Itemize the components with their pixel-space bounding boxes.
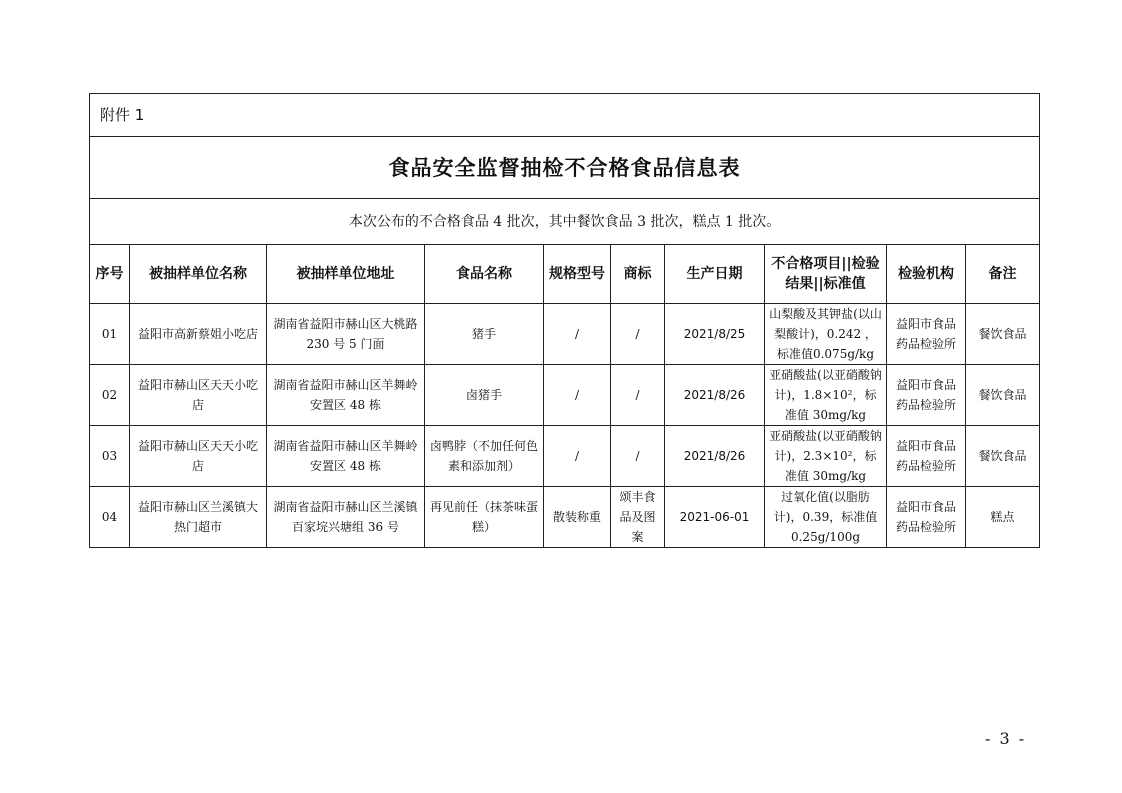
cell-prod-date: 2021/8/26 <box>665 426 765 487</box>
header-unit-address: 被抽样单位地址 <box>267 245 425 304</box>
attachment-label: 附件 1 <box>90 94 1040 137</box>
cell-agency: 益阳市食品药品检验所 <box>887 304 966 365</box>
cell-remark: 餐饮食品 <box>966 426 1040 487</box>
cell-brand: / <box>611 365 665 426</box>
cell-unit-name: 益阳市赫山区天天小吃店 <box>130 426 267 487</box>
cell-prod-date: 2021-06-01 <box>665 487 765 548</box>
cell-seq: 01 <box>90 304 130 365</box>
cell-unit-name: 益阳市赫山区兰溪镇大热门超市 <box>130 487 267 548</box>
cell-unit-address: 湖南省益阳市赫山区兰溪镇百家垸兴塘组 36 号 <box>267 487 425 548</box>
cell-agency: 益阳市食品药品检验所 <box>887 365 966 426</box>
table-row <box>90 365 1040 426</box>
page-number: - 3 - <box>985 729 1027 748</box>
cell-food-name: 卤猪手 <box>425 365 544 426</box>
cell-seq: 02 <box>90 365 130 426</box>
cell-unit-name: 益阳市赫山区天天小吃店 <box>130 365 267 426</box>
cell-unit-name: 益阳市高新蔡姐小吃店 <box>130 304 267 365</box>
cell-remark: 餐饮食品 <box>966 365 1040 426</box>
cell-spec: / <box>544 304 611 365</box>
cell-brand: 颂丰食品及图案 <box>611 487 665 548</box>
cell-brand: / <box>611 426 665 487</box>
header-prod-date: 生产日期 <box>665 245 765 304</box>
header-unit-name: 被抽样单位名称 <box>130 245 267 304</box>
cell-brand: / <box>611 304 665 365</box>
cell-seq: 03 <box>90 426 130 487</box>
cell-failed-item: 过氧化值(以脂肪计)，0.39，标准值0.25g/100g <box>765 487 887 548</box>
cell-food-name: 猪手 <box>425 304 544 365</box>
cell-spec: / <box>544 365 611 426</box>
header-agency: 检验机构 <box>887 245 966 304</box>
cell-unit-address: 湖南省益阳市赫山区羊舞岭安置区 48 栋 <box>267 426 425 487</box>
cell-spec: / <box>544 426 611 487</box>
header-spec: 规格型号 <box>544 245 611 304</box>
table-row <box>90 426 1040 487</box>
cell-failed-item: 亚硝酸盐(以亚硝酸钠计)，1.8×10²，标准值 30mg/kg <box>765 365 887 426</box>
header-failed-item: 不合格项目||检验结果||标准值 <box>765 245 887 304</box>
cell-unit-address: 湖南省益阳市赫山区羊舞岭安置区 48 栋 <box>267 365 425 426</box>
table-row <box>90 487 1040 548</box>
cell-failed-item: 山梨酸及其钾盐(以山梨酸计)，0.242 ，标准值0.075g/kg <box>765 304 887 365</box>
cell-food-name: 卤鸭脖（不加任何色素和添加剂） <box>425 426 544 487</box>
table-header-row <box>90 245 1040 304</box>
header-food-name: 食品名称 <box>425 245 544 304</box>
cell-failed-item: 亚硝酸盐(以亚硝酸钠计)，2.3×10²，标准值 30mg/kg <box>765 426 887 487</box>
cell-remark: 餐饮食品 <box>966 304 1040 365</box>
cell-agency: 益阳市食品药品检验所 <box>887 426 966 487</box>
page-title: 食品安全监督抽检不合格食品信息表 <box>90 137 1040 199</box>
header-remark: 备注 <box>966 245 1040 304</box>
info-table <box>89 93 1040 548</box>
header-brand: 商标 <box>611 245 665 304</box>
cell-food-name: 再见前任（抹茶味蛋糕） <box>425 487 544 548</box>
cell-spec: 散装称重 <box>544 487 611 548</box>
header-seq: 序号 <box>90 245 130 304</box>
cell-prod-date: 2021/8/25 <box>665 304 765 365</box>
summary-text: 本次公布的不合格食品 4 批次，其中餐饮食品 3 批次，糕点 1 批次。 <box>90 199 1040 245</box>
table-row <box>90 304 1040 365</box>
cell-remark: 糕点 <box>966 487 1040 548</box>
cell-seq: 04 <box>90 487 130 548</box>
cell-prod-date: 2021/8/26 <box>665 365 765 426</box>
cell-unit-address: 湖南省益阳市赫山区大桃路 230 号 5 门面 <box>267 304 425 365</box>
cell-agency: 益阳市食品药品检验所 <box>887 487 966 548</box>
